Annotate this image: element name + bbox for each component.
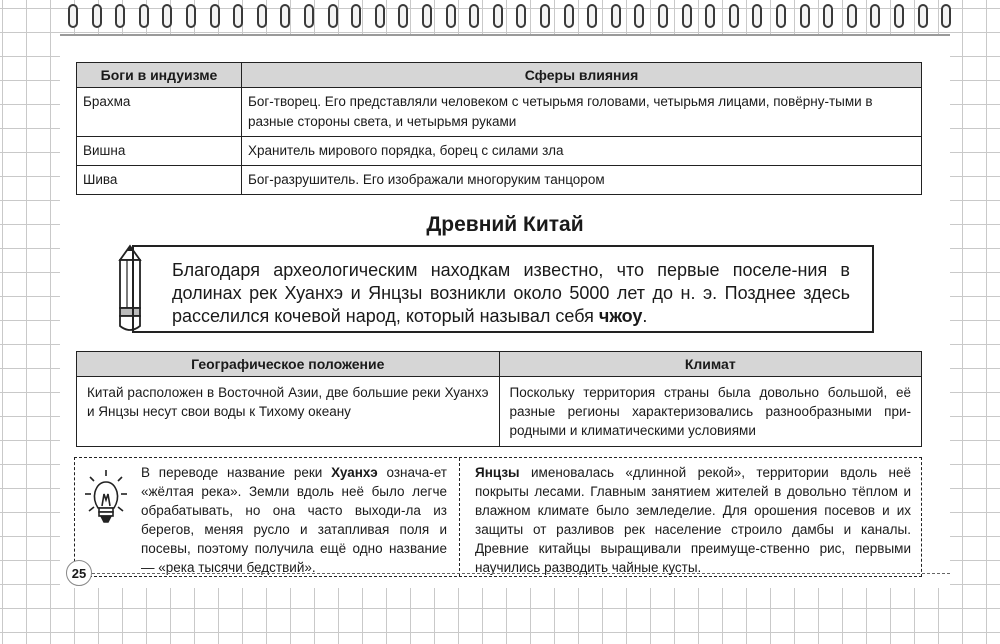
spiral-ring [304,4,314,28]
table-row [77,88,922,137]
spiral-ring [611,4,621,28]
spiral-ring [398,4,408,28]
spiral-ring [705,4,715,28]
spiral-ring [729,4,739,28]
page [60,34,950,588]
spiral-ring [422,4,432,28]
lightbulb-icon [83,468,129,528]
spiral-ring [328,4,338,28]
facts-box [74,457,922,577]
gods-table [76,62,922,195]
table-row [77,377,922,447]
spiral-ring [351,4,361,28]
callout-end: . [642,306,648,326]
spiral-ring [752,4,762,28]
china-table [76,351,922,447]
table-row [77,137,922,166]
callout-bold-term: чжоу [598,306,643,326]
spheres-header-col: Сферы влияния [242,63,922,88]
yangtze-fact [475,463,911,577]
spiral-ring [894,4,904,28]
huanghe-term: Хуанхэ [331,465,378,480]
spiral-ring [68,4,78,28]
god-name: Брахма [77,88,242,137]
spiral-ring [233,4,243,28]
facts-divider [459,458,460,576]
geo-header-col: Географическое положение [77,352,500,377]
spiral-ring [210,4,220,28]
spiral-ring [682,4,692,28]
climate-header-col: Климат [499,352,922,377]
spiral-ring [446,4,456,28]
god-description: Бог-творец. Его представляли человеком с четырьмя головами, четырьмя лицами, повёрну-тыми в разные стороны света, и четырьмя руками [242,88,922,137]
spiral-ring [469,4,479,28]
spiral-ring [540,4,550,28]
god-description: Хранитель мирового порядка, борец с силами зла [242,137,922,166]
spiral-ring [634,4,644,28]
spiral-ring [139,4,149,28]
god-description: Бог-разрушитель. Его изображали многоруким танцором [242,166,922,195]
notebook-rings [0,0,1000,36]
spiral-ring [493,4,503,28]
huanghe-text-post: означа-ет «жёлтая река». Земли вдоль неё было легче обрабатывать, но она часто выходи-ла из берегов, меняя русло и затапливая поля и посевы, поэтому получила ещё одно название — «река тысячи бедствий». [141,465,447,575]
huanghe-fact [141,463,447,577]
spiral-ring [776,4,786,28]
god-name: Вишна [77,137,242,166]
section-title: Древний Китай [426,213,584,236]
huanghe-text-pre: В переводе название реки [141,465,332,480]
spiral-ring [847,4,857,28]
spiral-ring [800,4,810,28]
intro-callout [132,245,874,333]
spiral-ring [658,4,668,28]
climate-cell: Поскольку территория страны была довольно большой, её разные регионы характеризовались разнообразными при-родными и климатическими условиями [499,377,922,447]
spiral-ring [870,4,880,28]
yangtze-text: именовалась «длинной рекой», территории вдоль неё покрыты лесами. Главным занятием жителей в довольно тёплом и влажном климате было земледелие. Для орошения посевов и их защиты от разливов рек население строило дамбы и каналы. Древние китайцы выращивали преимуще-ственно рис, первыми научились разводить чайные кусты. [475,465,911,575]
spiral-ring [92,4,102,28]
spiral-ring [162,4,172,28]
spiral-ring [375,4,385,28]
gods-header-col: Боги в индуизме [77,63,242,88]
spiral-ring [280,4,290,28]
footer-dashed-line [92,573,950,574]
spiral-ring [823,4,833,28]
geo-cell: Китай расположен в Восточной Азии, две большие реки Хуанхэ и Янцзы несут свои воды к Тихому океану [77,377,500,447]
spiral-ring [564,4,574,28]
spiral-ring [918,4,928,28]
gods-table-header [77,63,922,88]
spiral-ring [516,4,526,28]
page-number: 25 [66,560,92,586]
spiral-ring [186,4,196,28]
china-table-header [77,352,922,377]
yangtze-term: Янцзы [475,465,520,480]
spiral-ring [941,4,951,28]
spiral-ring [115,4,125,28]
spiral-ring [587,4,597,28]
spiral-ring [257,4,267,28]
callout-text: Благодаря археологическим находкам известно, что первые поселе-ния в долинах рек Хуанхэ и Янцзы возникли около 5000 лет до н. э. Позднее здесь расселился кочевой народ, который называл себя [172,260,850,326]
table-row [77,166,922,195]
god-name: Шива [77,166,242,195]
